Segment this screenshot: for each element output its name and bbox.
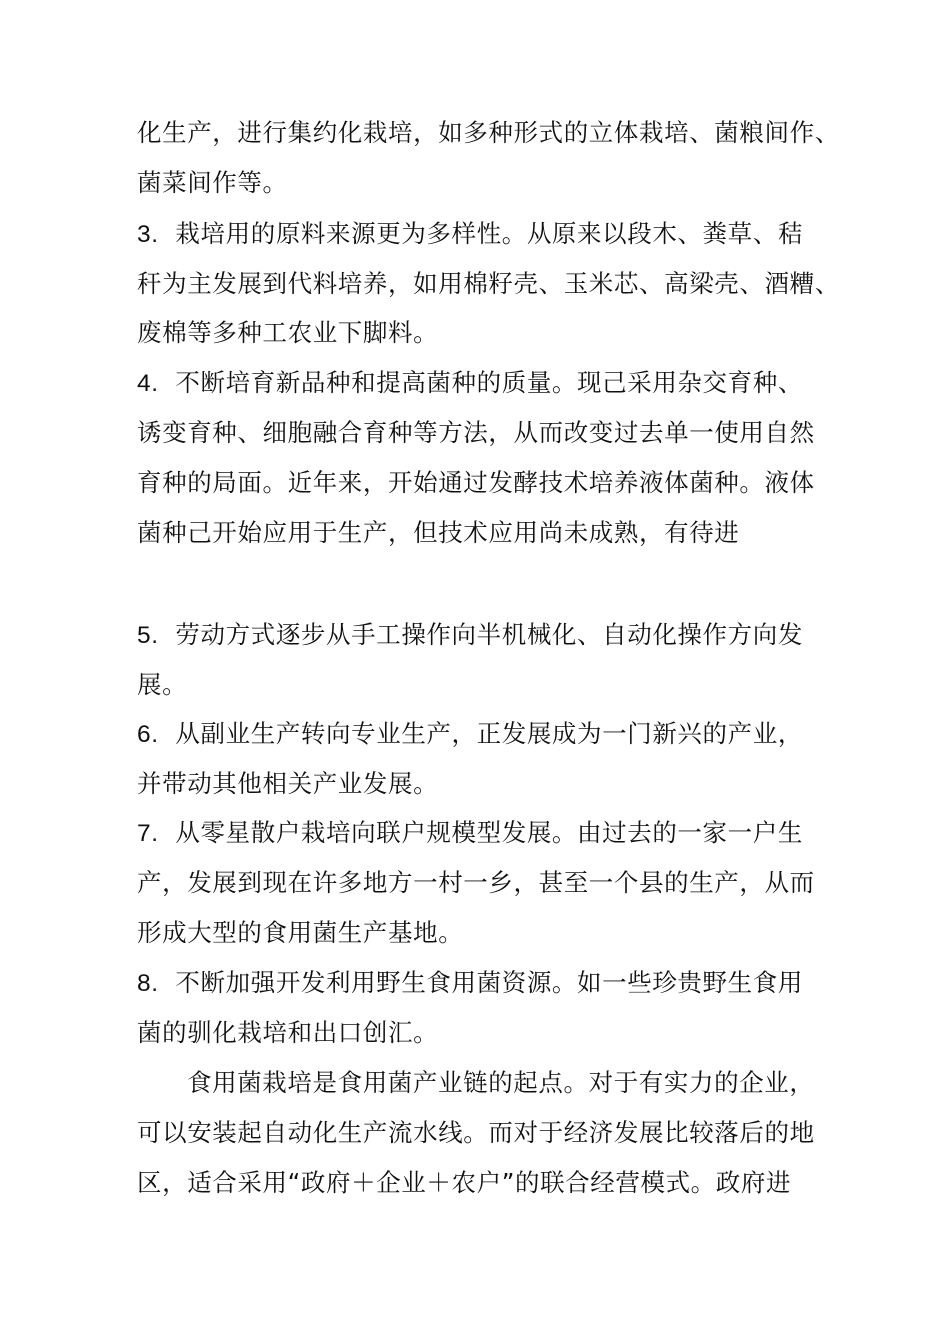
text-line: 育种的局面。近年来，开始通过发酵技术培养液体菌种。液体: [137, 468, 815, 497]
list-item-3: [137, 219, 803, 249]
text-line: 秆为主发展到代料培养，如用棉籽壳、玉米芯、高梁壳、酒糟、: [137, 269, 840, 298]
text-line: 区，适合采用“政府＋企业＋农户”的联合经营模式。政府进: [137, 1168, 792, 1197]
text-line: 可以安装起自动化生产流水线。而对于经济发展比较落后的地: [137, 1118, 815, 1147]
text-line: 食用菌栽培是食用菌产业链的起点。对于有实力的企业，: [187, 1068, 815, 1097]
text-line: 并带动其他相关产业发展。: [137, 769, 439, 798]
text-line: 化生产，进行集约化栽培，如多种形式的立体栽培、菌粮间作、: [137, 118, 840, 147]
list-item-5: [137, 620, 803, 650]
text-line: 栽培用的原料来源更为多样性。从原来以段木、粪草、秸: [175, 219, 803, 248]
item-number: 5.: [137, 622, 159, 649]
text-line: 展。: [137, 670, 188, 699]
text-line: 劳动方式逐步从手工操作向半机械化、自动化操作方向发: [175, 620, 803, 649]
item-number: 8.: [137, 970, 159, 997]
text-line: 产，发展到现在许多地方一村一乡，甚至一个县的生产，从而: [137, 868, 815, 897]
item-number: 6.: [137, 721, 159, 748]
list-item-4: [137, 368, 803, 398]
text-line: 从副业生产转向专业生产，正发展成为一门新兴的产业，: [175, 719, 803, 748]
text-line: 诱变育种、细胞融合育种等方法，从而改变过去单一使用自然: [137, 418, 815, 447]
text-line: 不断培育新品种和提高菌种的质量。现己采用杂交育种、: [175, 368, 803, 397]
text-line: 形成大型的食用菌生产基地。: [137, 918, 464, 947]
list-item-7: [137, 818, 803, 848]
text-line: 菌种己开始应用于生产，但技术应用尚未成熟，有待进: [137, 518, 740, 547]
text-line: 菌的驯化栽培和出口创汇。: [137, 1018, 439, 1047]
list-item-6: [137, 719, 803, 749]
text-line: 菌菜间作等。: [137, 168, 288, 197]
item-number: 7.: [137, 820, 159, 847]
text-line: 废棉等多种工农业下脚料。: [137, 318, 439, 347]
item-number: 3.: [137, 221, 159, 248]
text-line: 从零星散户栽培向联户规模型发展。由过去的一家一户生: [175, 818, 803, 847]
text-line: 不断加强开发利用野生食用菌资源。如一些珍贵野生食用: [175, 968, 803, 997]
item-number: 4.: [137, 370, 159, 397]
list-item-8: [137, 968, 803, 998]
